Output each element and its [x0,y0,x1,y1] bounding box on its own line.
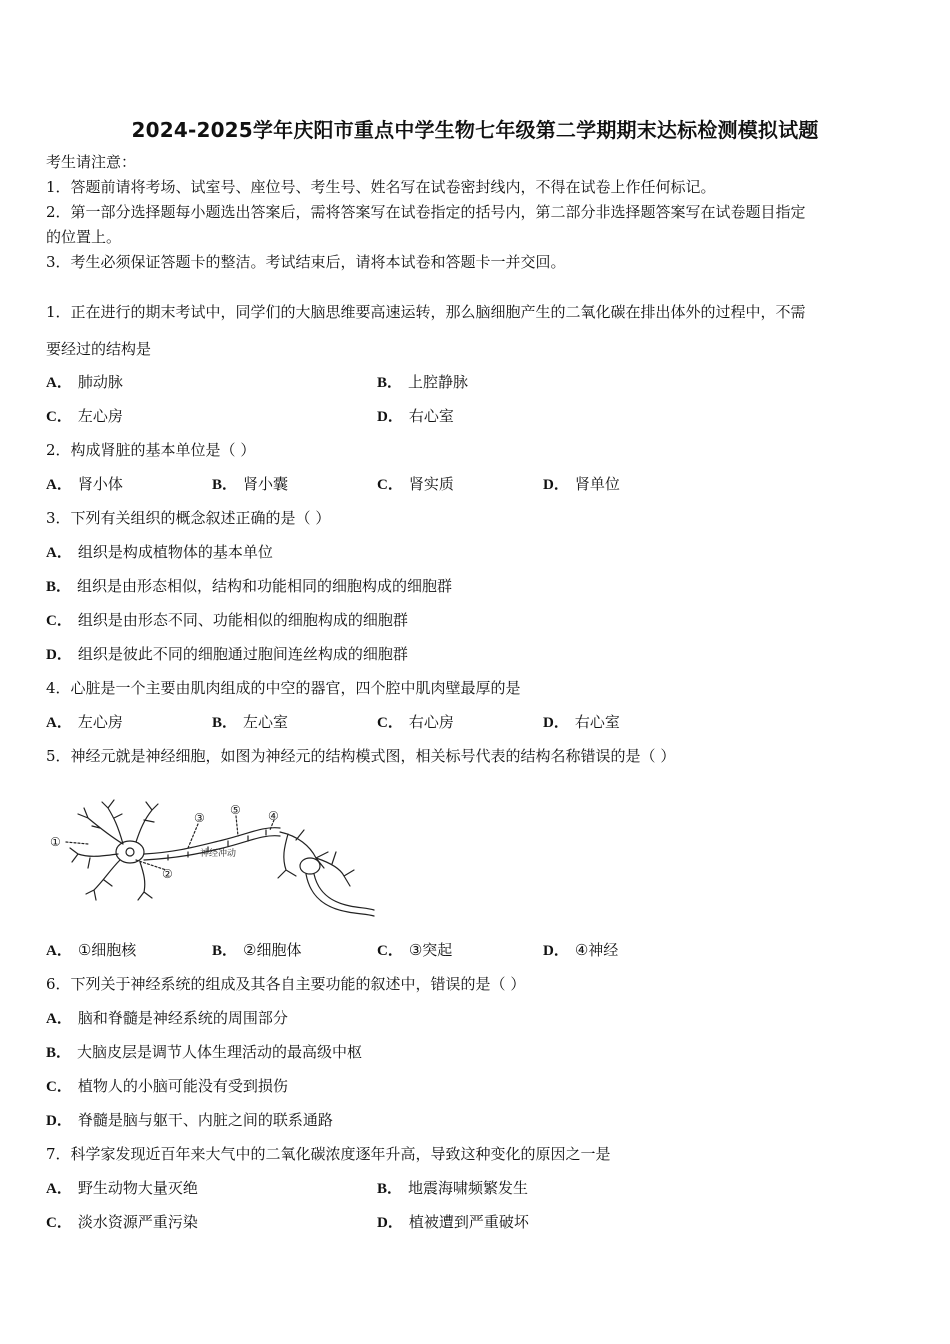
q7-option-b: B． 地震海啸频繁发生 [377,1179,529,1197]
question-4-stem: 4．心脏是一个主要由肌肉组成的中空的器官，四个腔中肌肉壁最厚的是 [46,679,521,697]
q5-option-b: B． ②细胞体 [212,941,302,959]
q6-option-b: B． 大脑皮层是调节人体生理活动的最高级中枢 [46,1043,363,1061]
q5-option-d: D． ④神经 [543,941,619,959]
notice-item: 3．考生必须保证答题卡的整洁。考试结束后，请将本试卷和答题卡一并交回。 [46,253,566,271]
notice-heading: 考生请注意： [46,153,137,171]
q1-option-d: D． 右心室 [377,407,454,425]
label-leader [188,824,198,848]
q4-option-b: B． 左心室 [212,713,289,731]
q2-option-a: A． 肾小体 [46,475,123,493]
axon-annotation: 神经冲动 [200,849,237,859]
dendrite [78,800,123,844]
question-1-stem-cont: 要经过的结构是 [46,340,152,358]
q4-option-a: A． 左心房 [46,713,123,731]
q1-option-c: C． 左心房 [46,407,123,425]
q6-option-d: D． 脊髓是脑与躯干、内脏之间的联系通路 [46,1111,333,1129]
terminal-cell-body [300,858,320,874]
question-5-stem: 5．神经元就是神经细胞，如图为神经元的结构模式图，相关标号代表的结构名称错误的是（ ） [46,747,676,765]
q6-option-c: C． 植物人的小脑可能没有受到损伤 [46,1077,288,1095]
q4-option-c: C． 右心房 [377,713,454,731]
notice-item: 的位置上。 [46,228,122,246]
q5-option-a: A． ①细胞核 [46,941,137,959]
q2-option-d: D． 肾单位 [543,475,620,493]
label-5: ⑤ [230,803,241,817]
label-3: ③ [194,811,205,825]
q7-option-a: A． 野生动物大量灭绝 [46,1179,198,1197]
q6-option-a: A． 脑和脊髓是神经系统的周围部分 [46,1009,288,1027]
q7-option-d: D． 植被遭到严重破坏 [377,1213,529,1231]
question-3-stem: 3．下列有关组织的概念叙述正确的是（ ） [46,509,331,527]
q4-option-d: D． 右心室 [543,713,620,731]
dendrite [70,848,120,900]
q3-option-d: D． 组织是彼此不同的细胞通过胞间连丝构成的细胞群 [46,645,408,663]
nucleus [126,848,134,856]
label-leader [66,842,88,844]
notice-item: 1．答题前请将考场、试室号、座位号、考生号、姓名写在试卷密封线内，不得在试卷上作任何标记。 [46,178,716,196]
question-2-stem: 2．构成肾脏的基本单位是（ ） [46,441,256,459]
q2-option-c: C． 肾实质 [377,475,454,493]
q1-option-a: A． 肺动脉 [46,373,123,391]
label-leader [236,816,238,836]
question-6-stem: 6．下列关于神经系统的组成及其各自主要功能的叙述中，错误的是（ ） [46,975,526,993]
q1-option-b: B． 上腔静脉 [377,373,469,391]
page-title: 2024-2025学年庆阳市重点中学生物七年级第二学期期末达标检测模拟试题 [131,118,819,142]
dendrite [136,802,158,900]
nerve-fiber [314,874,374,910]
label-2: ② [162,867,173,881]
q3-option-c: C． 组织是由形态不同、功能相似的细胞构成的细胞群 [46,611,408,629]
q3-option-a: A． 组织是构成植物体的基本单位 [46,543,273,561]
terminal-branch [316,852,354,886]
q7-option-c: C． 淡水资源严重污染 [46,1213,198,1231]
q2-option-b: B． 肾小囊 [212,475,289,493]
neuron-diagram [48,796,378,926]
question-1-stem: 1．正在进行的期末考试中，同学们的大脑思维要高速运转，那么脑细胞产生的二氧化碳在排出体外的过程中，不需 [46,303,806,321]
q3-option-b: B． 组织是由形态相似，结构和功能相同的细胞构成的细胞群 [46,577,453,595]
label-1: ① [50,835,61,849]
terminal-branch [278,830,328,878]
question-7-stem: 7．科学家发现近百年来大气中的二氧化碳浓度逐年升高，导致这种变化的原因之一是 [46,1145,611,1163]
label-4: ④ [268,809,279,823]
q5-option-c: C． ③突起 [377,941,453,959]
cell-body [116,841,144,863]
notice-item: 2．第一部分选择题每小题选出答案后，需将答案写在试卷指定的括号内，第二部分非选择题答案写在试卷题目指定 [46,203,806,221]
